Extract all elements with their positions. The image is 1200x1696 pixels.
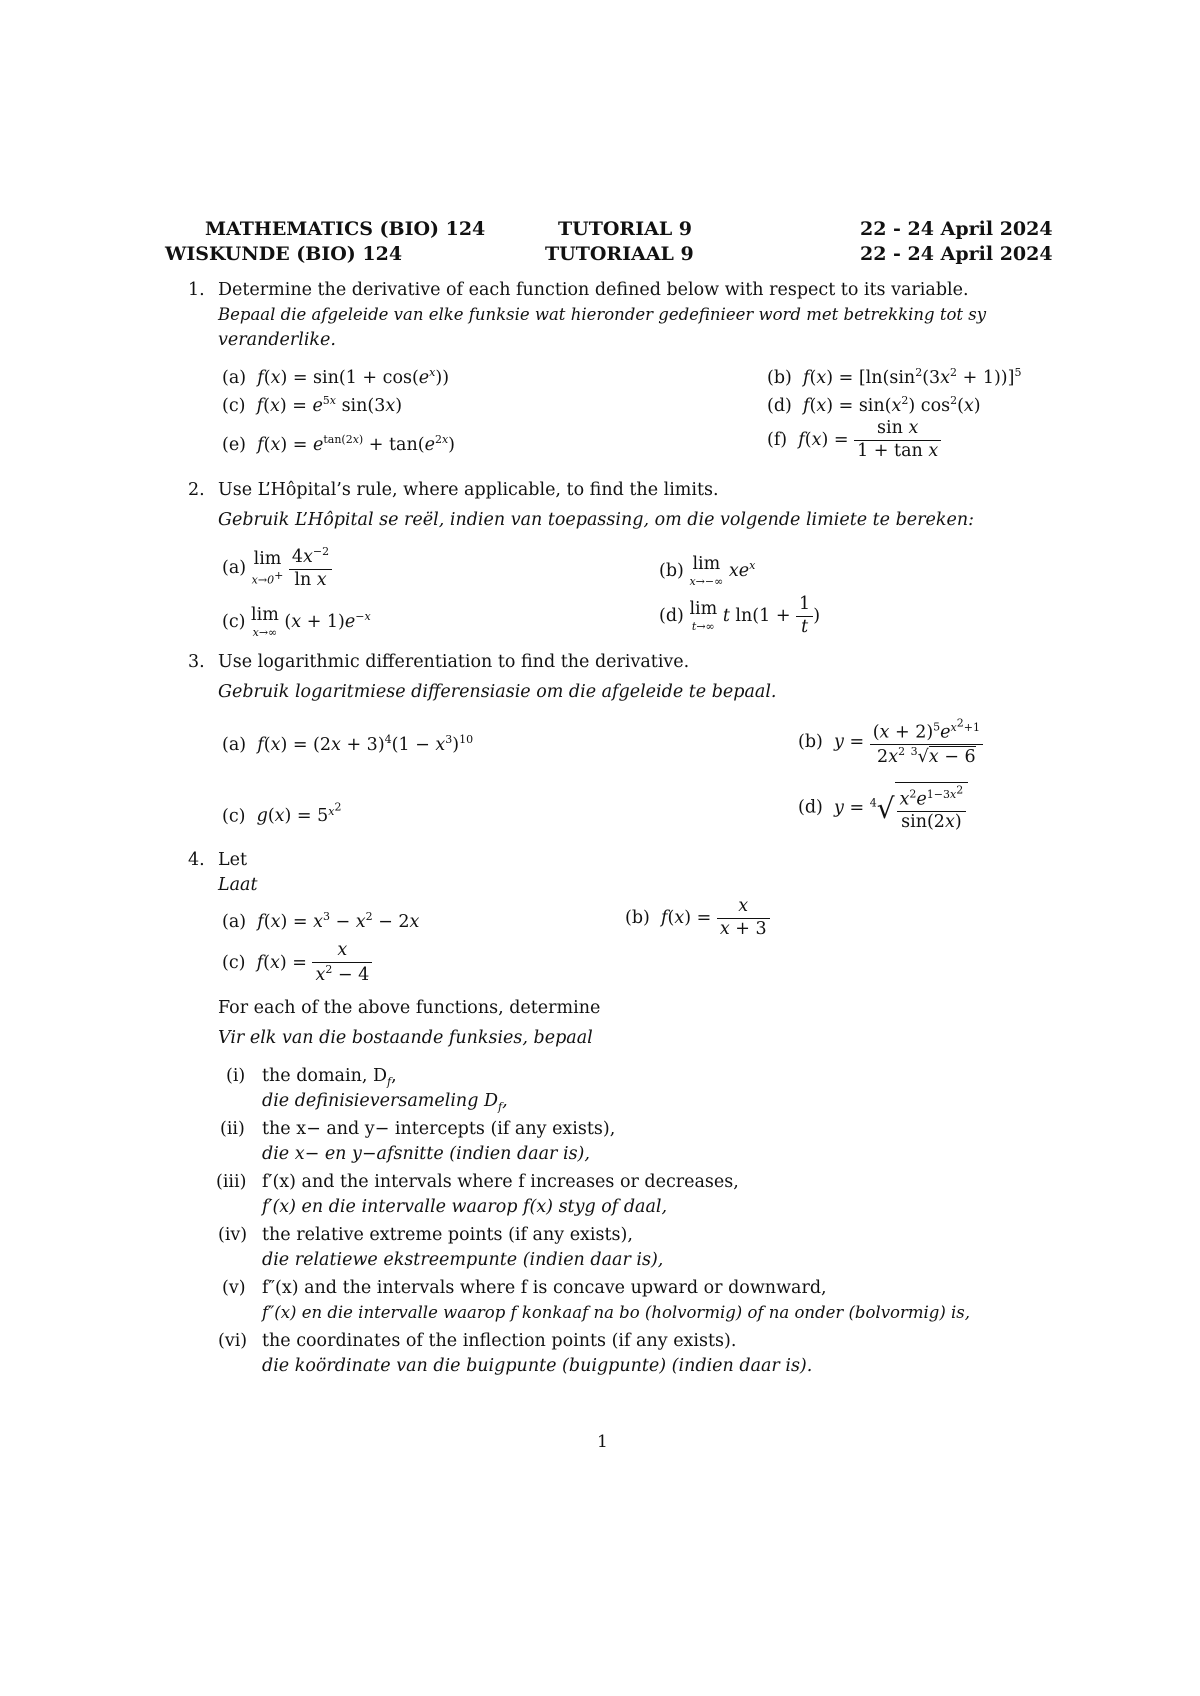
q4-item-vi-af: die koördinate van die buigpunte (buigpunte) (indien daar is). (262, 1356, 813, 1376)
q1-a (222, 366, 449, 389)
q4-item-iii-af: f′(x) en die intervalle waarop f(x) styg of daal, (262, 1197, 668, 1217)
q4-item-i-label: (i) (226, 1066, 246, 1086)
q3-a-formula: $f(x) = (2x + 3)^4(1 - x^3)^{10}$ (257, 733, 474, 755)
q2-c (222, 607, 371, 638)
q2-a-label: (a) (222, 557, 247, 578)
q3-d (798, 782, 968, 834)
q4-item-iv-label: (iv) (218, 1225, 248, 1245)
q2-a-fraction: $\frac{4x^{-2}}{\text{ln x}}$ (289, 545, 332, 592)
q1-f-formula: f(x) = $\frac{\text{sin x}}{\text{1 + tan x}}$ (793, 430, 942, 450)
q4-item-vi-en: the coordinates of the inflection points (if any exists). (262, 1331, 737, 1351)
q4-c (222, 940, 372, 987)
q4-item-v-en: f″(x) and the intervals where f is concave upward or downward, (262, 1278, 827, 1298)
q1-a-label: (a) (222, 367, 247, 388)
q1-e (222, 433, 455, 456)
q1-c-formula: $f(x) = e^{5x}$ sin(3x) (256, 394, 403, 416)
q1-d-formula: $f(x) = \sin(x^2)$ $\cos^2(x)$ (803, 394, 981, 416)
q2-c-expr: $(x + 1)e^{-x}$ (284, 609, 371, 632)
q2-text-af: Gebruik L’Hôpital se reël, indien van toepassing, om die volgende limiete te bereken: (218, 510, 975, 530)
q1-f-label: (f) (767, 429, 788, 450)
q4-let-af: Laat (218, 875, 258, 895)
q4-item-iv-af: die relatiewe ekstreempunte (indien daar is), (262, 1250, 664, 1270)
q2-d-limit: lim t→∞ (689, 599, 718, 633)
course-title-en: MATHEMATICS (BIO) 124 (205, 218, 486, 240)
q3-text-en: Use logarithmic differentiation to find the derivative. (218, 652, 690, 672)
q4-item-iii-en: f′(x) and the intervals where f increases or decreases, (262, 1172, 739, 1192)
q4-c-label: (c) (222, 952, 246, 973)
q2-d (659, 594, 820, 639)
q2-c-limit: lim x→∞ (251, 605, 279, 639)
q1-b-label: (b) (767, 367, 792, 388)
q4-item-i-af-text: die definisieversameling D (262, 1091, 498, 1111)
q2-b-label: (b) (659, 560, 684, 581)
q2-b-limit: lim x→−∞ (689, 554, 724, 588)
q4-item-i-en-text: the domain, D (262, 1066, 388, 1086)
date-af: 22 - 24 April 2024 (860, 243, 1053, 265)
q1-text-af-line1: Bepaal die afgeleide van elke funksie wat hieronder gedefinieer word met betrekking tot sy (218, 305, 987, 324)
q2-d-label: (d) (659, 605, 684, 626)
q2-number: 2. (188, 480, 205, 500)
q3-a (222, 733, 473, 756)
q4-b-formula: f(x) = $\frac{x}{x + 3}$ (655, 908, 769, 928)
q3-b-label: (b) (798, 732, 823, 753)
q1-a-formula: $f(x) = \sin(1 + \cos(e^x))$ (257, 366, 450, 388)
q4-each-en: For each of the above functions, determine (218, 998, 601, 1018)
q1-c (222, 394, 402, 417)
q4-item-ii-label: (ii) (220, 1119, 245, 1139)
q4-item-v-af: f″(x) en die intervalle waarop f konkaaf na bo (holvormig) of na onder (bolvormig) is, (262, 1303, 971, 1322)
q4-item-ii-af: die x− en y−afsnitte (indien daar is), (262, 1144, 590, 1164)
q1-c-label: (c) (222, 395, 246, 416)
q4-item-vi-label: (vi) (218, 1331, 248, 1351)
q2-d-expr: t ln(1 + $\frac{1}{t}$ ) (722, 594, 821, 637)
q2-b (659, 556, 755, 587)
q3-b-formula: y = $\frac{(x + 2)^5e^{x^2+1}}{2x^2 ^3√x - 6}$ (828, 732, 983, 752)
q4-b-label: (b) (625, 907, 650, 928)
tutorial-title-af: TUTORIAAL 9 (545, 243, 694, 265)
q4-number: 4. (188, 850, 205, 870)
q3-b (798, 716, 983, 769)
q1-b (767, 366, 1021, 389)
q4-let-en: Let (218, 850, 248, 870)
q4-a-formula: $f(x) = x^3 - x^2 - 2x$ (257, 910, 420, 932)
q1-number: 1. (188, 280, 205, 300)
q1-d-label: (d) (767, 395, 792, 416)
q1-text-en: Determine the derivative of each function defined below with respect to its variable. (218, 280, 969, 300)
q4-item-ii-en: the x− and y− intercepts (if any exists), (262, 1119, 616, 1139)
q1-f (767, 418, 941, 463)
q4-a-label: (a) (222, 911, 247, 932)
q1-e-formula: $f(x) = e^{tan(2x)} + \tan(e^{2x})$ (257, 433, 455, 455)
q1-b-formula: $f(x) = [\ln(\sin^2(3x^2 + 1))]^5$ (803, 366, 1022, 388)
q4-item-iv-en: the relative extreme points (if any exists), (262, 1225, 633, 1245)
q1-e-label: (e) (222, 434, 247, 455)
q3-d-formula: y = $^4$√ $\frac{x^2e^{1-3x^2}}{\sin(2x)}$ (828, 798, 968, 818)
q4-item-iii-label: (iii) (216, 1172, 247, 1192)
q3-c-label: (c) (222, 806, 246, 827)
q4-b (625, 896, 770, 941)
q3-text-af: Gebruik logaritmiese differensiasie om die afgeleide te bepaal. (218, 682, 777, 702)
q1-d (767, 394, 981, 417)
q3-number: 3. (188, 652, 205, 672)
q3-a-label: (a) (222, 734, 247, 755)
q4-item-i-en: the domain, $D_f$, (262, 1066, 397, 1089)
q4-each-af: Vir elk van die bostaande funksies, bepaal (218, 1028, 593, 1048)
q3-c-formula: $g(x) = 5^{x^2}$ (256, 800, 342, 827)
q1-text-af-line2: veranderlike. (218, 330, 336, 350)
q4-item-i-af: die definisieversameling $D_f$, (262, 1091, 508, 1114)
q2-a (222, 545, 332, 592)
q2-c-label: (c) (222, 611, 246, 632)
q3-c (222, 800, 342, 827)
course-title-af: WISKUNDE (BIO) 124 (165, 243, 403, 265)
q2-a-limit: lim x→0+ (251, 548, 284, 587)
q3-d-label: (d) (798, 797, 823, 818)
tutorial-title-en: TUTORIAL 9 (558, 218, 693, 240)
q4-c-formula: f(x) = $\frac{x}{x^2 - 4}$ (251, 953, 372, 973)
q4-item-v-label: (v) (222, 1278, 246, 1298)
q4-a (222, 910, 419, 933)
date-en: 22 - 24 April 2024 (860, 218, 1053, 240)
q2-text-en: Use L’Hôpital’s rule, where applicable, to find the limits. (218, 480, 719, 500)
page-number: 1 (597, 1432, 608, 1452)
q2-b-expr: $xe^x$ (728, 558, 756, 581)
